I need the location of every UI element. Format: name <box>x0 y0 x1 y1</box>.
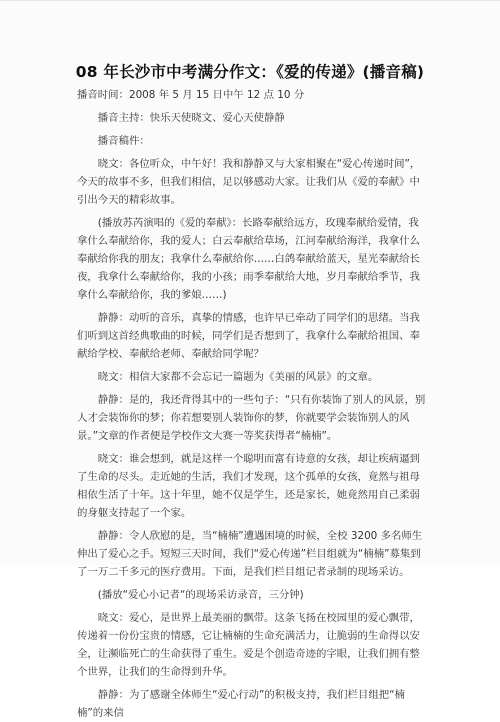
broadcast-time: 播音时间：2008 年 5 月 15 日中午 12 点 10 分 <box>77 89 305 101</box>
paragraph-2: (播放苏芮演唱的《爱的奉献》：长路奉献给远方，玫瑰奉献给爱情，我拿什么奉献给你，我的爱人；白云奉献给草场，江河奉献给海洋，我拿什么奉献给你我的朋友；我拿什么奉献给你……白鸽奉献给蓝天，星光奉献给长夜，我拿什么奉献给你，我的小孩；雨季奉献给大地，岁月奉献给季节，我拿什么奉献给你，我的爹娘……) <box>77 217 420 301</box>
paragraph-6: 晓文：谁会想到，就是这样一个聪明而富有诗意的女孩，却让疾病逼到了生命的尽头。走近她的生活，我们才发现，这个孤单的女孩，竟然与祖母相依生活了十年。这十年里，她不仅是学生，还是家长，她竟然用自己柔弱的身躯支持起了一个家。 <box>77 453 420 519</box>
paragraph-3: 静静：动听的音乐，真挚的情感，也许早已牵动了同学们的思绪。当我们听到这首经典歌曲的时候，同学们是否想到了，我拿什么奉献给祖国、奉献给学校、奉献给老师、奉献给同学呢？ <box>77 312 420 360</box>
page-top-border <box>0 0 500 1</box>
paragraph-4: 晓文：相信大家都不会忘记一篇题为《美丽的风景》的文章。 <box>97 371 379 383</box>
document-body <box>77 86 429 722</box>
paragraph-1: 晓文：各位听众，中午好！我和静静又与大家相聚在“爱心传递时间”，今天的故事不多，但我们相信，足以够感动大家。让我们从《爱的奉献》中引出今天的精彩故事。 <box>77 158 421 206</box>
paragraph-9: 晓文：爱心，是世界上最美丽的飘带。这条飞扬在校园里的爱心飘带，传递着一份份宝贵的情感，它让楠楠的生命充满活力，让脆弱的生命得以安全，让濒临死亡的生命获得了重生。爱是个创造奇迹的字眼，让我们拥有整个世界，让我们的生命得到升华。 <box>77 612 420 678</box>
script-heading: 播音稿件： <box>97 135 150 147</box>
paragraph-8: (播放“爱心小记者“的现场采访录音，三分钟) <box>97 589 304 601</box>
hosts-line: 播音主持：快乐天使晓文、爱心天使静静 <box>97 112 285 124</box>
paragraph-5: 静静：是的，我还背得其中的一些句子：“只有你装饰了别人的风景，别人才会装饰你的梦；你若想要别人装饰你的梦，你就要学会装饰别人的风景。”文章的作者便是学校作文大赛一等奖获得者“楠楠”。 <box>77 394 426 442</box>
paragraph-7: 静静：令人欣慰的是，当“楠楠”遭遇困境的时候，全校 3200 多名师生伸出了爱心之手。短短三天时间，我们“爱心传递”栏目组就为“楠楠”募集到了一万二千多元的医疗费用。下面，是我们栏目组记者录制的现场采访。 <box>77 530 423 578</box>
document-title: 08 年长沙市中考满分作文：《爱的传递》(播音稿) <box>75 63 425 81</box>
paragraph-10: 静静：为了感谢全体师生“爱心行动”的积极支持，我们栏目组把“楠楠”的来信 <box>77 689 405 719</box>
